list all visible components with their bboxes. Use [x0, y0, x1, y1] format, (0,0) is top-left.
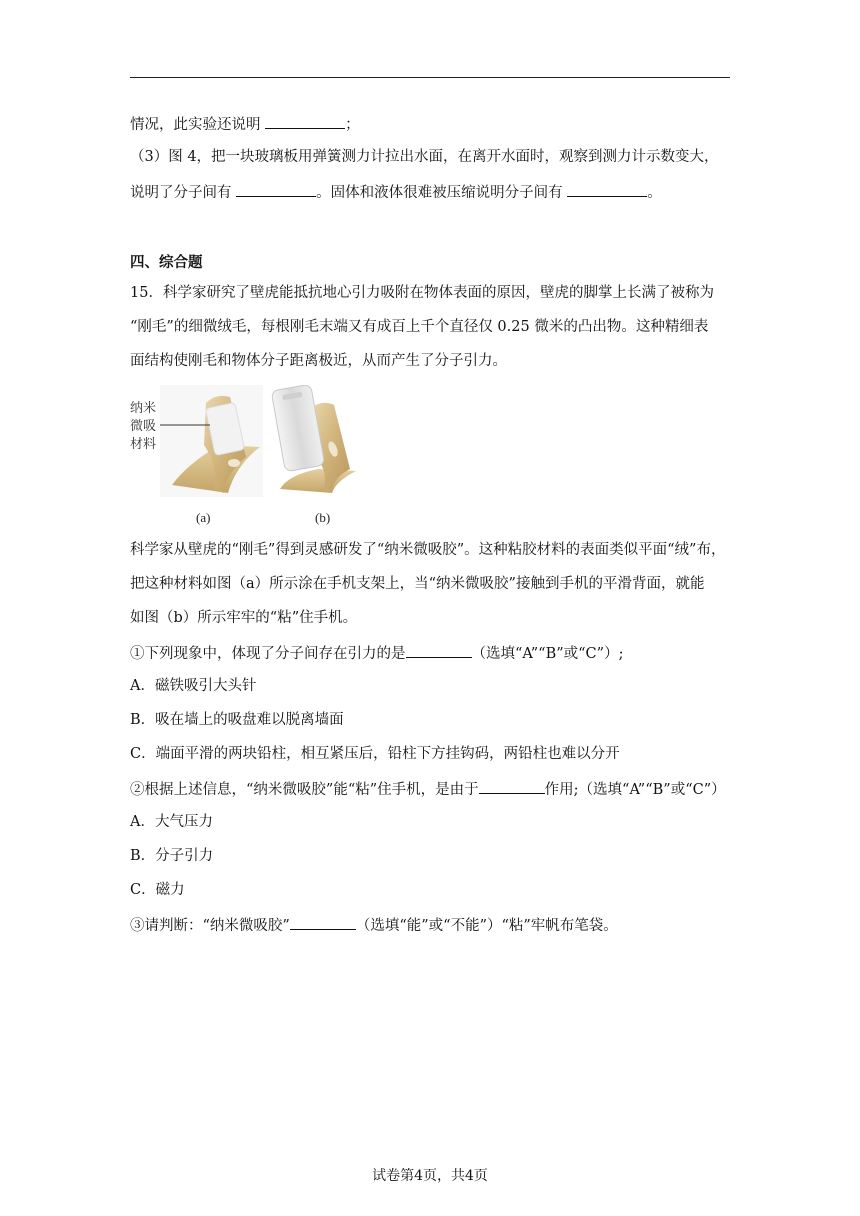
- question-15-line: “刚毛”的细微绒毛，每根刚毛末端又有成百上千个直径仅 0.25 微米的凸出物。这种精细表: [130, 319, 709, 335]
- option-a: A．磁铁吸引大头针: [130, 678, 257, 694]
- stand-b-image: [271, 385, 356, 493]
- text-line: 情况，此实验还说明 ；: [130, 114, 360, 134]
- figure-caption-b: (b): [315, 510, 331, 525]
- option-c: C．磁力: [130, 882, 185, 898]
- question-15-line: 15．科学家研究了壁虎能抵抗地心引力吸附在物体表面的原因，壁虎的脚掌上长满了被称为: [130, 285, 714, 301]
- answer-blank[interactable]: [479, 779, 545, 794]
- figure-label: 纳米: [130, 400, 157, 415]
- sub-question-3: ③请判断：“纳米微吸胶” （选填“能”或“不能”）“粘”牢帆布笔袋。: [130, 915, 618, 935]
- phone-stand-figure: [128, 385, 378, 530]
- sub-question-2: ②根据上述信息，“纳米微吸胶”能“粘”住手机，是由于 作用;（选填“A”“B”或“C”）: [130, 779, 726, 799]
- option-c: C．端面平滑的两块铅柱，相互紧压后，铅柱下方挂钩码，两铅柱也难以分开: [130, 746, 620, 762]
- answer-blank[interactable]: [567, 182, 647, 197]
- answer-blank[interactable]: [406, 643, 472, 658]
- question-15-line: 面结构使刚毛和物体分子距离极近，从而产生了分子引力。: [130, 353, 507, 369]
- text-line: （3）图 4，把一块玻璃板用弹簧测力计拉出水面，在离开水面时，观察到测力计示数变大，: [130, 149, 719, 165]
- figure-label: 微吸: [130, 418, 157, 433]
- text-line: 科学家从壁虎的“刚毛”得到灵感研发了“纳米微吸胶”。这种粘胶材料的表面类似平面“绒”布，: [130, 542, 726, 558]
- answer-blank[interactable]: [290, 915, 356, 930]
- stand-a-image: [160, 385, 263, 497]
- page-footer: 试卷第4页，共4页: [372, 1168, 488, 1184]
- answer-blank[interactable]: [265, 114, 345, 129]
- text-line: 说明了分子间有 。固体和液体很难被压缩说明分子间有 。: [130, 182, 662, 202]
- answer-blank[interactable]: [236, 182, 316, 197]
- sub-question-1: ①下列现象中，体现了分子间存在引力的是 （选填“A”“B”或“C”）;: [130, 643, 623, 663]
- header-rule: [130, 77, 730, 78]
- figure-label: 材料: [130, 436, 157, 451]
- figure-caption-a: (a): [196, 510, 211, 525]
- section-heading: 四、综合题: [130, 254, 203, 271]
- text-line: 把这种材料如图（a）所示涂在手机支架上，当“纳米微吸胶”接触到手机的平滑背面，就能: [130, 576, 705, 592]
- option-b: B．吸在墙上的吸盘难以脱离墙面: [130, 712, 344, 728]
- text-line: 如图（b）所示牢牢的“粘”住手机。: [130, 610, 358, 626]
- option-a: A．大气压力: [130, 814, 213, 830]
- option-b: B．分子引力: [130, 848, 214, 864]
